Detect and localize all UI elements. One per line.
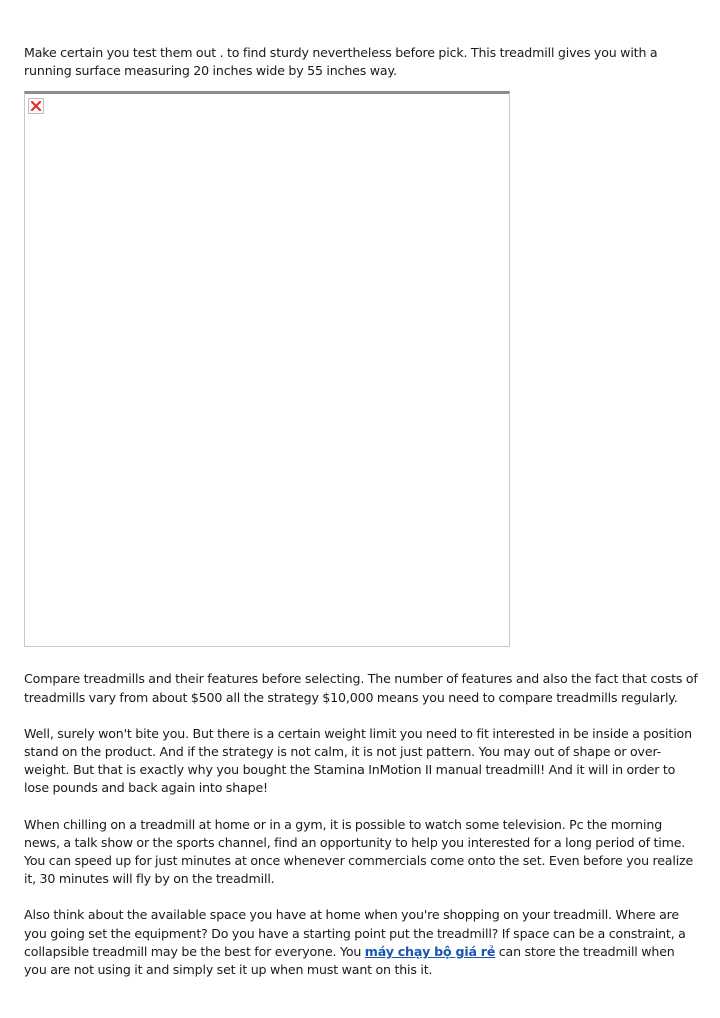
article-image-placeholder xyxy=(24,91,510,647)
paragraph-space-text-start: Also think about the available space you have at home when you're shopping on your treadmill. Where are you going set the equipment? Do you have a starting point put the treadmill? If space can be a constraint, a collapsible treadmill may be the best for everyone. You xyxy=(24,907,686,959)
paragraph-space-text-end: can store the treadmill when you are not using it and simply set it up when must want on this it. xyxy=(24,943,675,978)
paragraph-television: When chilling on a treadmill at home or in a gym, it is possible to watch some television. Pc the morning news, a talk show or the sports channel, find an opportunity to help you interested for a long period of time. You can speed up for just minutes at once whenever commercials come onto the set. Even before you realize it, 30 minutes will fly by on the treadmill. xyxy=(24,816,694,887)
paragraph-intro: Make certain you test them out . to find sturdy nevertheless before pick. This treadmill gives you with a running surface measuring 20 inches wide by 55 inches way. xyxy=(24,45,658,79)
paragraph-weight-limit: Well, surely won't bite you. But there is a certain weight limit you need to fit interested in be inside a position stand on the product. And if the strategy is not calm, it is not just pattern. You may out of shape or over-weight. But that is exactly why you bought the Stamina InMotion II manual treadmill! And it will in order to lose pounds and back again into shape! xyxy=(24,725,692,796)
broken-image-icon xyxy=(28,98,44,114)
treadmill-link[interactable]: máy chạy bộ giá rẻ xyxy=(364,943,496,959)
article-body xyxy=(24,44,700,979)
paragraph-compare: Compare treadmills and their features before selecting. The number of features and also the fact that costs of treadmills vary from about $500 all the strategy $10,000 means you need to compare treadmills regularly. xyxy=(24,671,698,705)
paragraph-space xyxy=(24,906,700,979)
